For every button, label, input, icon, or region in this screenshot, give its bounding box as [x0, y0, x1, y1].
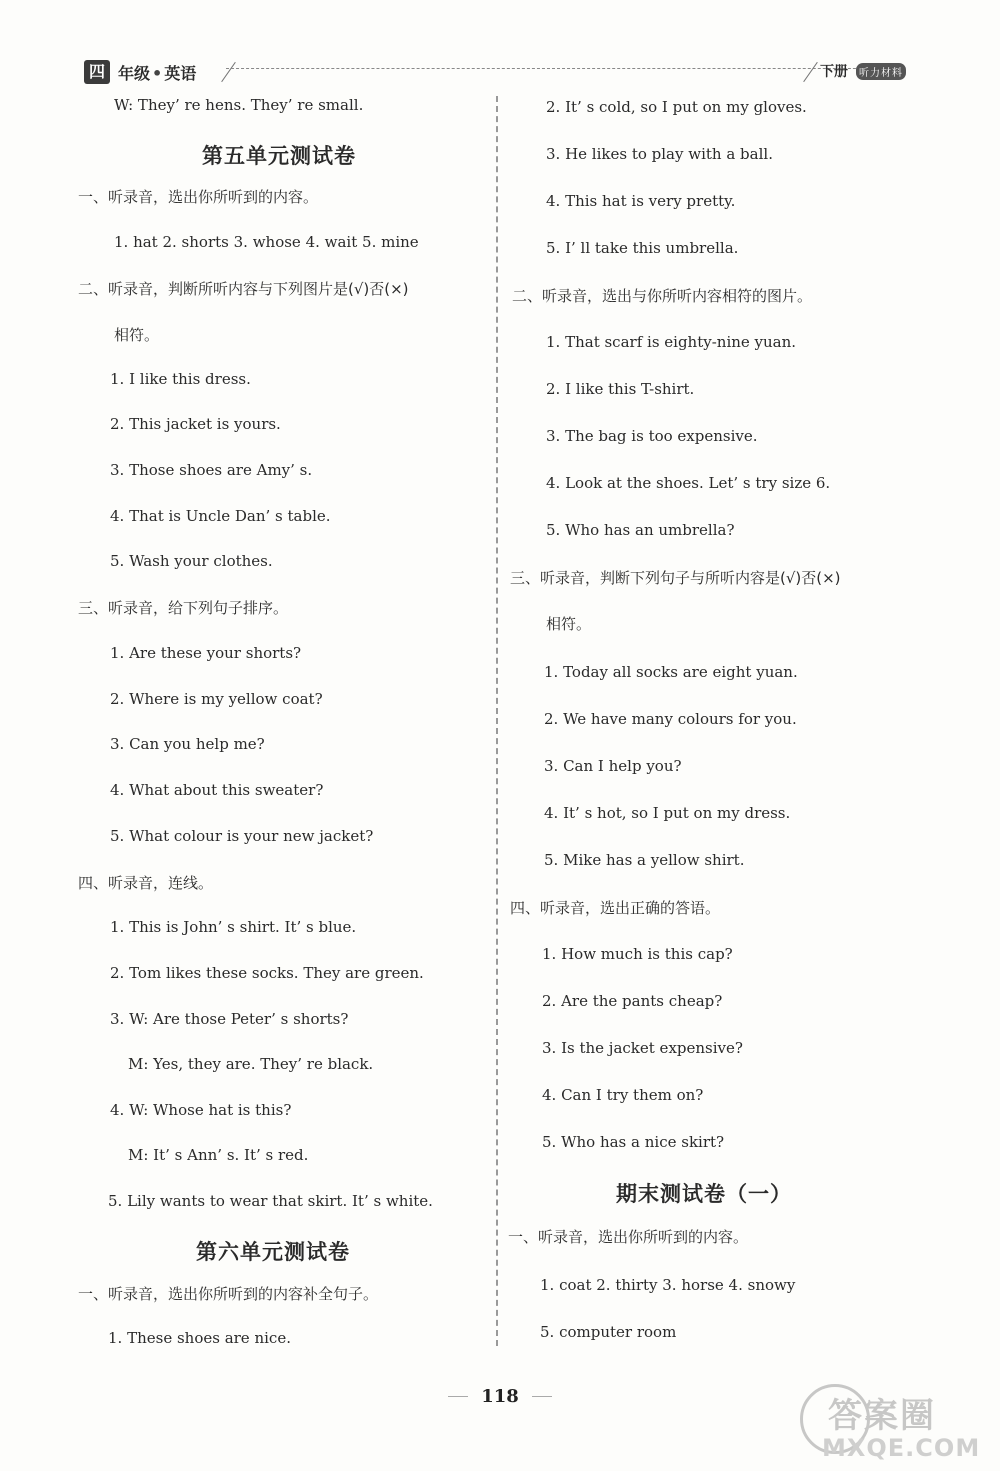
u5-q2-instruction: 二、听录音，判断所听内容与下列图片是(√)否(×) — [78, 280, 409, 298]
list-item: 3. W: Are those Peter’ s shorts? — [110, 1010, 349, 1028]
list-item: 5. I’ ll take this umbrella. — [546, 239, 739, 257]
grade-subject — [118, 61, 196, 84]
u5-q4-instruction: 四、听录音，连线。 — [78, 874, 214, 892]
list-item: 5. Lily wants to wear that skirt. It’ s white. — [108, 1192, 433, 1210]
list-item: 2. We have many colours for you. — [544, 710, 797, 728]
list-item: 3. Those shoes are Amy’ s. — [110, 461, 313, 479]
dot-separator: • — [152, 64, 163, 83]
list-item: 5. Wash your clothes. — [110, 552, 273, 570]
list-item: 4. It’ s hot, so I put on my dress. — [544, 804, 791, 822]
watermark-url: MXQE.COM — [822, 1434, 981, 1462]
final-exam-title: 期末测试卷（一） — [616, 1181, 792, 1206]
list-item: 2. This jacket is yours. — [110, 415, 281, 433]
header-divider — [226, 68, 886, 69]
list-item: M: It’ s Ann’ s. It’ s red. — [128, 1146, 309, 1164]
watermark-text: 答案圈 — [828, 1396, 936, 1436]
list-item: 4. W: Whose hat is this? — [110, 1101, 292, 1119]
list-item: 3. He likes to play with a ball. — [546, 145, 773, 163]
u6-q3-instruction: 三、听录音，判断下列句子与所听内容是(√)否(×) — [510, 569, 841, 587]
list-item: 5. What colour is your new jacket? — [110, 827, 374, 845]
list-item: 1. Today all socks are eight yuan. — [544, 663, 798, 681]
header-slash-right — [803, 62, 818, 82]
unit6-title: 第六单元测试卷 — [196, 1239, 350, 1264]
list-item: M: Yes, they are. They’ re black. — [128, 1055, 374, 1073]
list-item: 4. Can I try them on? — [542, 1086, 704, 1104]
list-item: 4. This hat is very pretty. — [546, 192, 736, 210]
list-item: 1. These shoes are nice. — [108, 1329, 291, 1347]
u5-q1-instruction: 一、听录音，选出你所听到的内容。 — [78, 188, 319, 206]
grade-label: 年级 — [118, 64, 151, 83]
u6-q4-instruction: 四、听录音，选出正确的答语。 — [510, 899, 721, 917]
list-item: 1. This is John’ s shirt. It’ s blue. — [110, 918, 357, 936]
list-item: 3. Is the jacket expensive? — [542, 1039, 743, 1057]
list-item: 3. Can you help me? — [110, 735, 265, 753]
list-item: 2. Tom likes these socks. They are green. — [110, 964, 424, 982]
list-item: 2. I like this T-shirt. — [546, 380, 695, 398]
list-item: 3. The bag is too expensive. — [546, 427, 758, 445]
final-q1-answers-2: 5. computer room — [540, 1323, 677, 1341]
list-item: 2. Where is my yellow coat? — [110, 690, 323, 708]
u6-q1-instruction: 一、听录音，选出你所听到的内容补全句子。 — [78, 1285, 379, 1303]
subject-label: 英语 — [164, 64, 197, 83]
list-item: 5. Who has an umbrella? — [546, 521, 735, 539]
list-item: 1. I like this dress. — [110, 370, 251, 388]
list-item: 3. Can I help you? — [544, 757, 682, 775]
u5-q2-instruction-cont: 相符。 — [114, 326, 160, 344]
page-number: 118 — [472, 1384, 528, 1410]
text-line: W: They’ re hens. They’ re small. — [114, 96, 364, 114]
list-item: 4. That is Uncle Dan’ s table. — [110, 507, 331, 525]
column-divider — [496, 96, 498, 1346]
list-item: 4. What about this sweater? — [110, 781, 324, 799]
u6-q2-instruction: 二、听录音，选出与你所听内容相符的图片。 — [512, 287, 813, 305]
page-header — [78, 56, 928, 90]
u5-q1-answers: 1. hat 2. shorts 3. whose 4. wait 5. mine — [114, 233, 419, 251]
final-q1-answers: 1. coat 2. thirty 3. horse 4. snowy — [540, 1276, 796, 1294]
u5-q3-instruction: 三、听录音，给下列句子排序。 — [78, 599, 289, 617]
unit5-title: 第五单元测试卷 — [202, 143, 356, 168]
header-slash-left — [221, 62, 236, 82]
u6-q3-instruction-cont: 相符。 — [546, 615, 592, 633]
list-item: 4. Look at the shoes. Let’ s try size 6. — [546, 474, 831, 492]
list-item: 2. Are the pants cheap? — [542, 992, 723, 1010]
list-item: 5. Who has a nice skirt? — [542, 1133, 725, 1151]
watermark — [800, 1384, 980, 1464]
list-item: 1. Are these your shorts? — [110, 644, 302, 662]
series-badge: 听力材料 — [856, 63, 906, 80]
volume-label: 下册 — [820, 64, 848, 80]
list-item: 1. How much is this cap? — [542, 945, 733, 963]
grade-badge: 四 — [84, 60, 110, 84]
list-item: 1. That scarf is eighty-nine yuan. — [546, 333, 797, 351]
final-q1-instruction: 一、听录音，选出你所听到的内容。 — [508, 1228, 749, 1246]
list-item: 5. Mike has a yellow shirt. — [544, 851, 745, 869]
list-item: 2. It’ s cold, so I put on my gloves. — [546, 98, 807, 116]
